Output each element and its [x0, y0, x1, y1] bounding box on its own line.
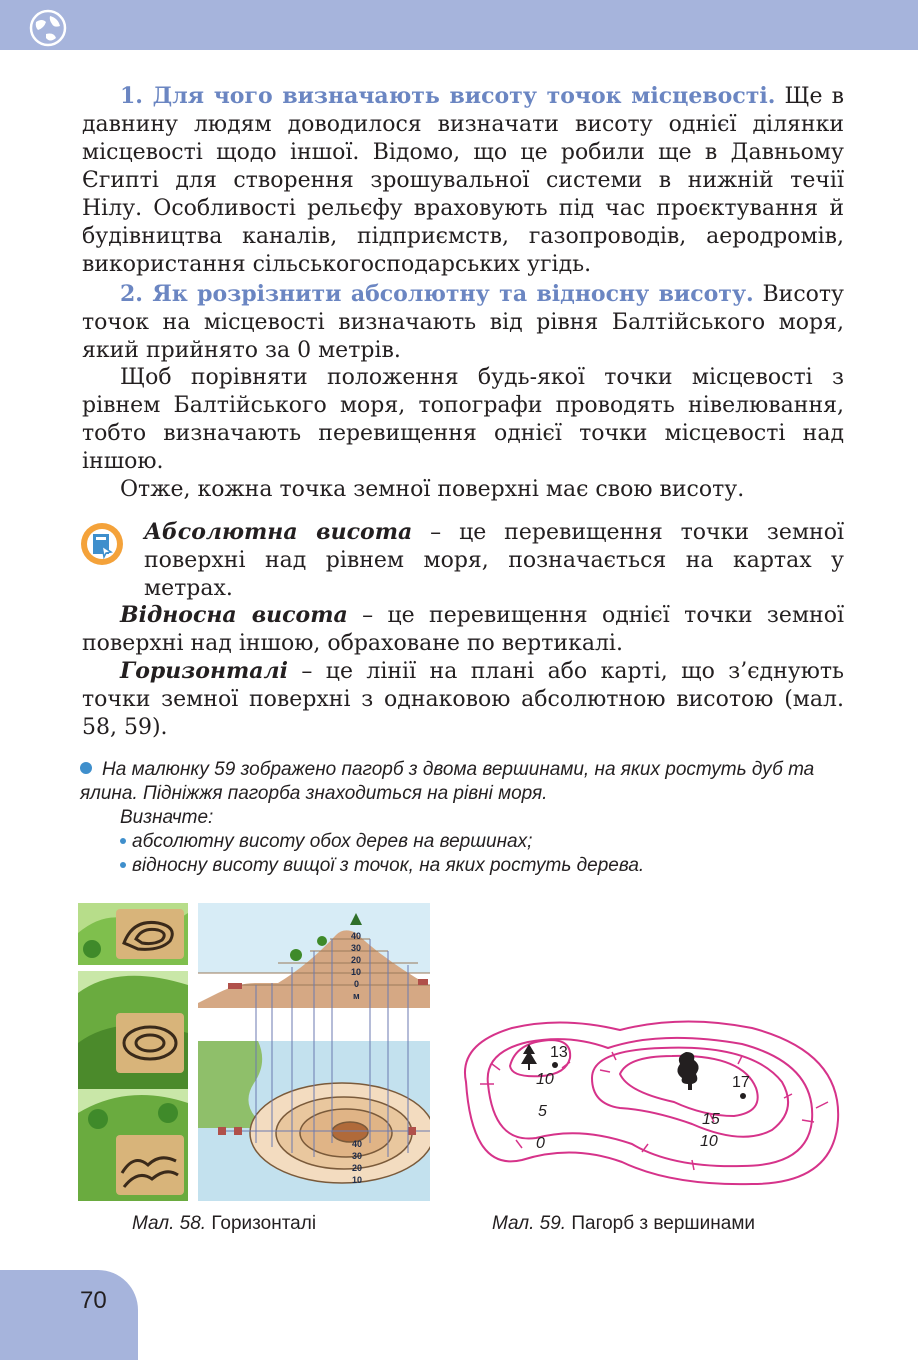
contour-label-10b: 10 [700, 1133, 718, 1150]
profile-label-10: 10 [351, 967, 362, 977]
term-relative: Відносна висота [120, 602, 348, 628]
profile-label-30: 30 [351, 943, 362, 953]
page-number: 70 [80, 1287, 107, 1314]
definition-relative [82, 601, 844, 658]
page-number-tab [0, 1270, 138, 1360]
term-absolute: Абсолютна висота [144, 519, 413, 545]
plan-label-10: 10 [352, 1175, 363, 1185]
header-bar [0, 0, 918, 50]
bullet-icon [80, 762, 92, 774]
plan-label-40: 40 [352, 1139, 363, 1149]
figure-58 [78, 903, 430, 1201]
contour-label-0: 0 [536, 1135, 545, 1152]
profile-label-0: 0 [354, 979, 360, 989]
task-item-1: абсолютну висоту обох дерев на вершинах; [120, 830, 890, 854]
contour-label-10a: 10 [536, 1071, 554, 1088]
profile-label-20: 20 [351, 955, 362, 965]
section2-para2: Щоб порівняти положення будь-якої точки місцевості з рівнем Балтійського моря, топографи проводять нівелювання, тобто визначають перевищення однієї точки місцевості над іншою. [82, 365, 844, 474]
section1-body: Ще в давнину людям доводилося визначати висоту однієї ділянки місцевості щодо іншої. Відомо, що це робили ще в Давньому Єгипті для створення зрошувальної системи в нижній течії Нілу. Особливості рельєфу враховують під час проєктування й будівництва каналів, підприємств, газопроводів, аеродромів, використання сільськогосподарських угідь. [82, 84, 844, 277]
task-determine: Визначте: [120, 807, 214, 828]
small-bullet-icon [120, 838, 126, 844]
contour-label-5: 5 [538, 1103, 547, 1120]
landscape-tile-3 [78, 1089, 188, 1201]
section2-para3: Отже, кожна точка земної поверхні має свою висоту. [120, 477, 745, 502]
small-bullet-icon [120, 862, 126, 868]
landscape-tile-2 [78, 971, 188, 1091]
peak-label-17: 17 [732, 1074, 750, 1091]
definition-absolute [144, 518, 844, 603]
task-item-2: відносну висоту вищої з точок, на яких ростуть дерева. [120, 854, 890, 878]
term-contours: Горизонталі [120, 658, 288, 684]
definition-book-icon [80, 522, 124, 566]
definition-absolute-text: – це перевищення точки земної поверхні над рівнем моря, позначається на картах у метрах. [144, 520, 845, 601]
definition-contours [82, 657, 844, 742]
section1-heading: 1. Для чого визначають висоту точок місцевості. [120, 83, 776, 109]
section1-paragraph [82, 82, 844, 279]
plan-label-20: 20 [352, 1163, 363, 1173]
plan-label-30: 30 [352, 1151, 363, 1161]
profile-label-40: 40 [351, 931, 362, 941]
contour-label-15: 15 [702, 1111, 720, 1128]
landscape-tile-1 [78, 903, 188, 965]
oak-icon [677, 1052, 698, 1090]
figure-58-caption: Мал. 58. Горизонталі [132, 1213, 317, 1234]
definition-contours-text: – це лінії на плані або карті, що з’єднують точки земної поверхні з однаковою абсолютною висотою (мал. 58, 59). [82, 659, 844, 740]
definition-relative-text: – це перевищення однієї точки земної поверхні над іншою, обраховане по вертикалі. [82, 603, 845, 656]
section2-paragraph [82, 280, 844, 365]
globe-icon [28, 8, 68, 48]
figure-59 [452, 1012, 844, 1188]
section2-body: Висоту точок на місцевості визначають від рівня Балтійського моря, який прийнято за 0 метрів. [82, 282, 844, 363]
figure-59-caption: Мал. 59. Пагорб з вершинами [492, 1213, 756, 1234]
task-intro: На малюнку 59 зображено пагорб з двома вершинами, на яких ростуть дуб та ялина. Підніжжя пагорба знаходиться на рівні моря. [80, 759, 815, 804]
peak-label-13: 13 [550, 1044, 568, 1061]
section2-heading: 2. Як розрізнити абсолютну та відносну висоту. [120, 281, 754, 307]
profile-label-m: м [353, 991, 360, 1001]
